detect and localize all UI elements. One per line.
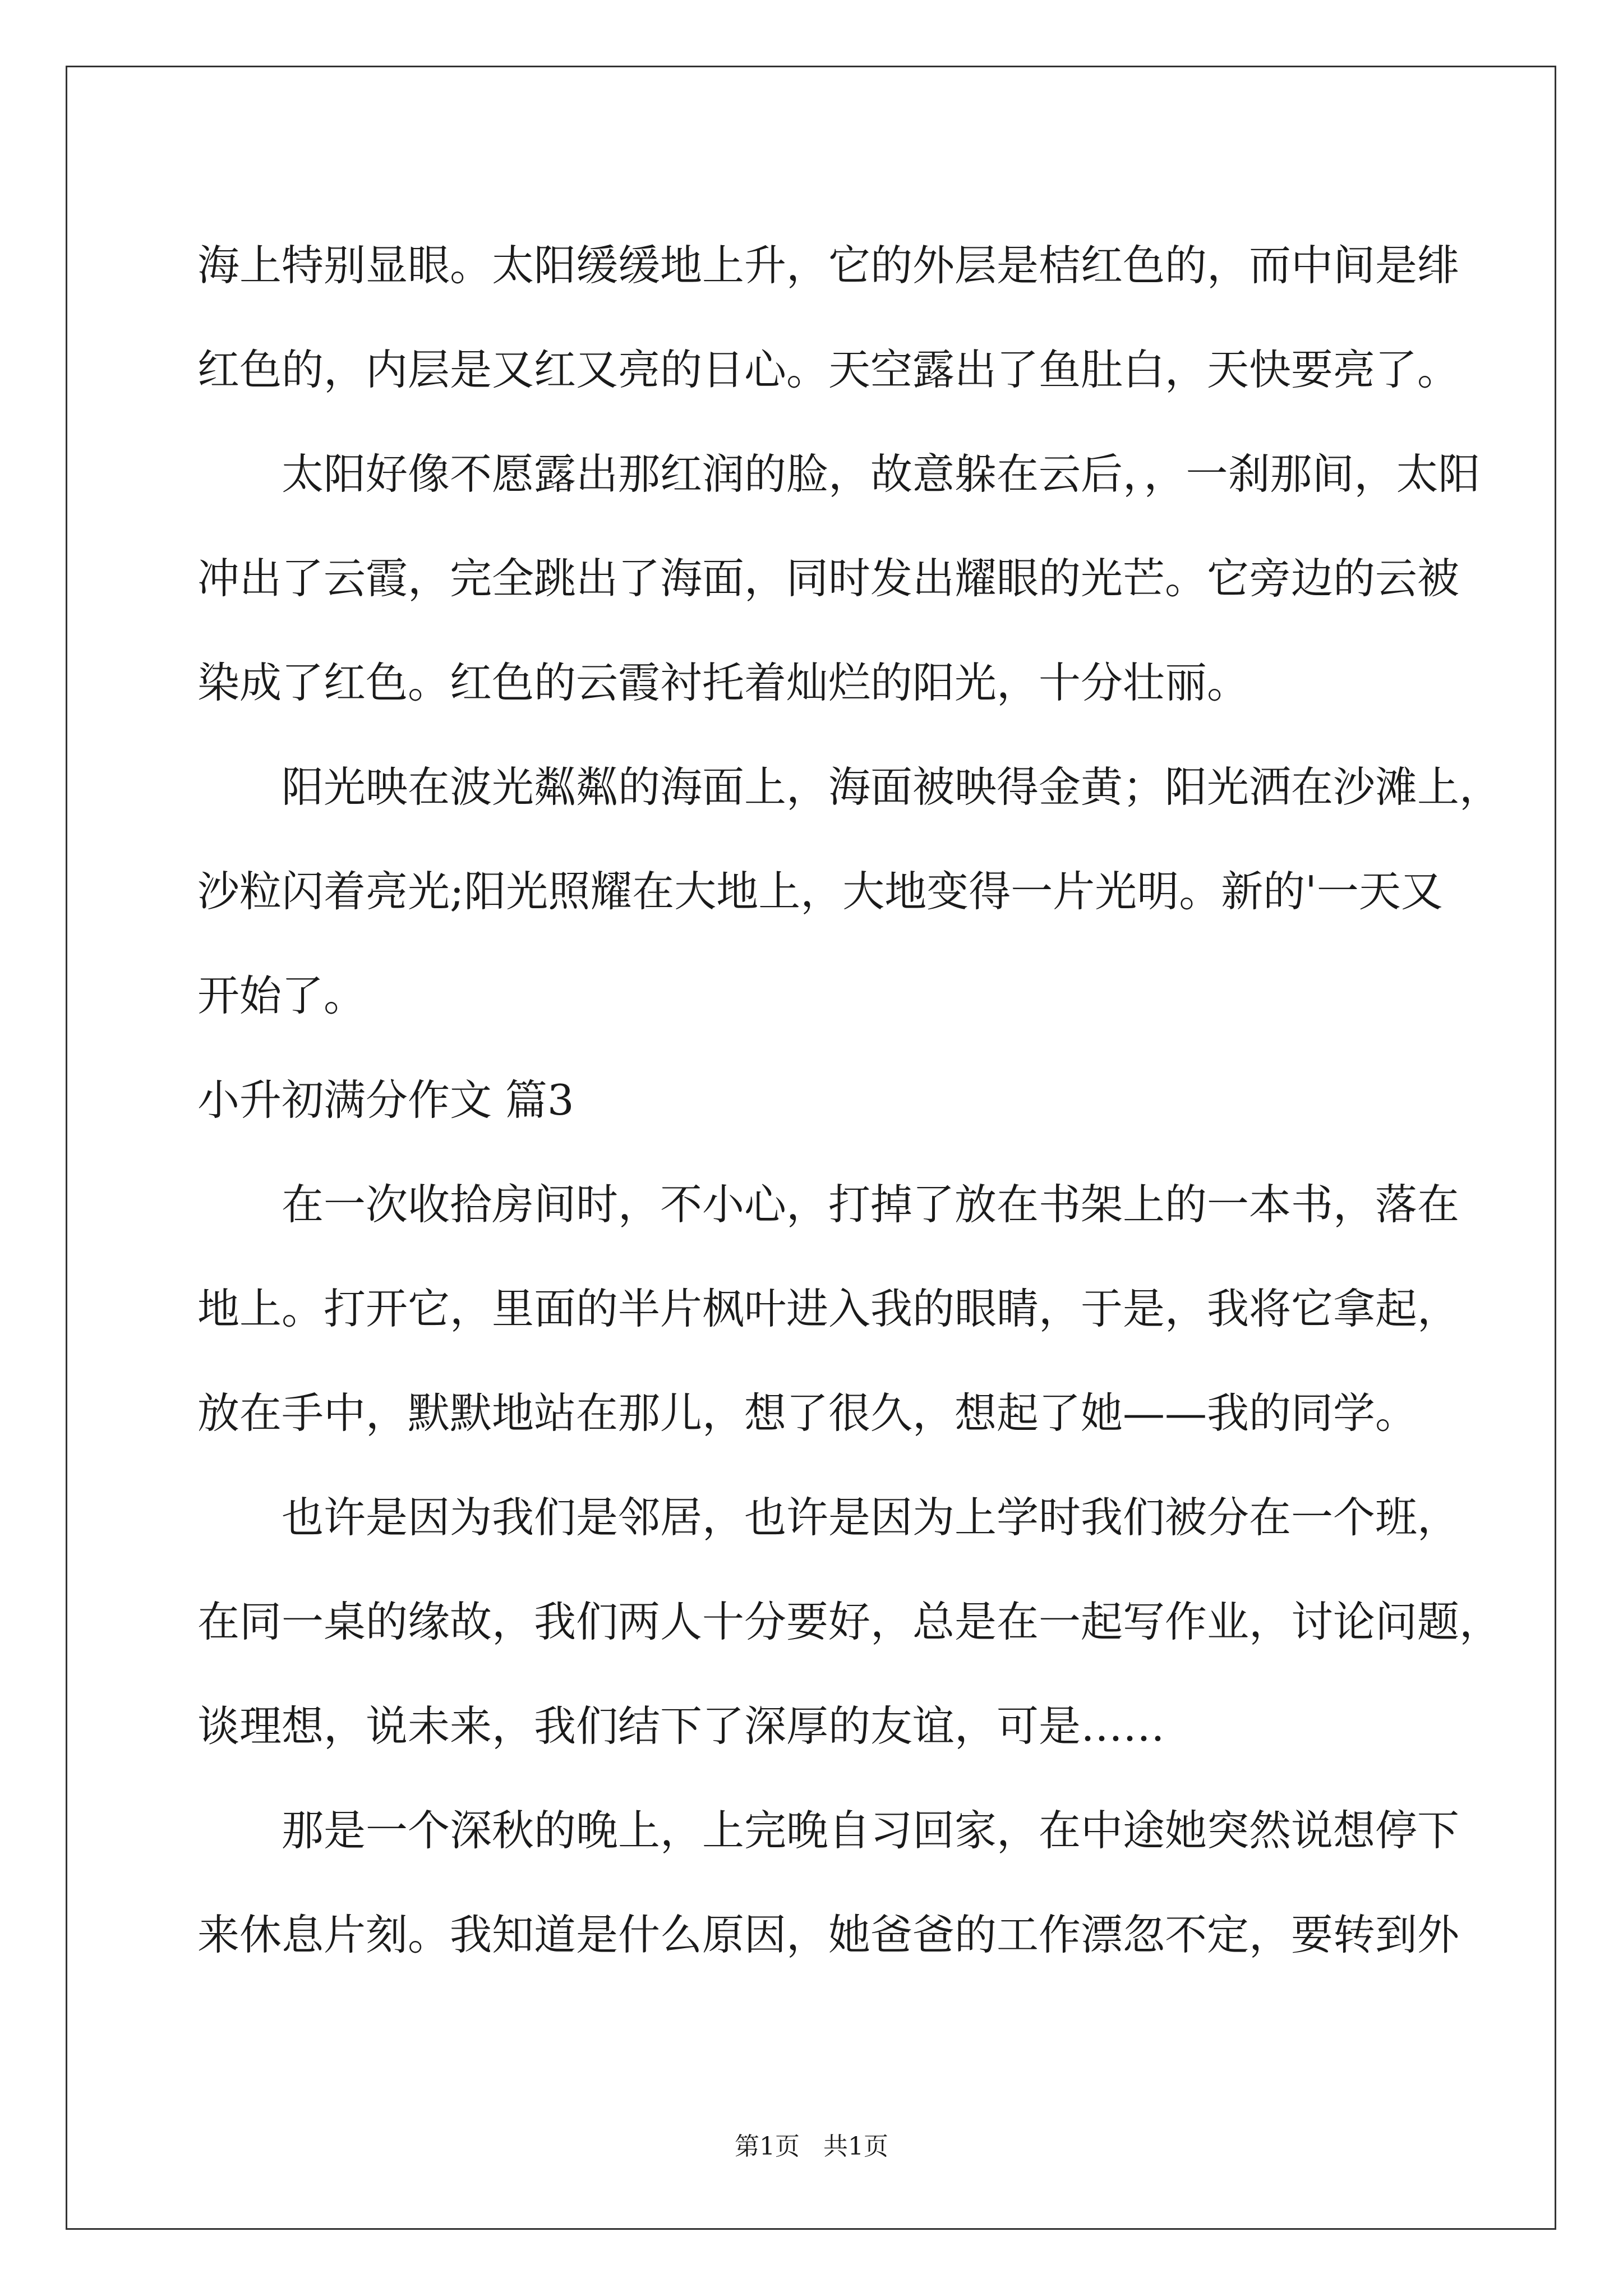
text-line: 放在手中，默默地站在那儿，想了很久，想起了她——我的同学。 <box>197 1388 1418 1438</box>
text-line: 开始了。 <box>197 971 366 1020</box>
document-body <box>197 213 1502 1987</box>
text-line: 在同一桌的缘故，我们两人十分要好，总是在一起写作业，讨论问题， <box>197 1597 1502 1646</box>
section-heading: 小升初满分作文 篇3 <box>197 1075 574 1125</box>
text-line: 来休息片刻。我知道是什么原因，她爸爸的工作漂忽不定，要转到外 <box>197 1910 1460 1959</box>
text-line: 沙粒闪着亮光;阳光照耀在大地上，大地变得一片光明。新的'一天又 <box>197 867 1443 916</box>
text-line: 太阳好像不愿露出那红润的脸，故意躲在云后，，一刹那间，太阳 <box>282 449 1481 499</box>
text-line: 阳光映在波光粼粼的海面上，海面被映得金黄；阳光洒在沙滩上， <box>282 762 1502 812</box>
page-footer: 第1页 共1页 <box>735 2132 888 2161</box>
text-line: 也许是因为我们是邻居，也许是因为上学时我们被分在一个班， <box>282 1493 1460 1542</box>
text-line: 那是一个深秋的晚上，上完晚自习回家，在中途她突然说想停下 <box>282 1806 1460 1855</box>
text-line: 红色的，内层是又红又亮的日心。天空露出了鱼肚白，天快要亮了。 <box>197 345 1460 394</box>
text-line: 谈理想，说未来，我们结下了深厚的友谊，可是…… <box>197 1701 1165 1751</box>
text-line: 在一次收拾房间时，不小心，打掉了放在书架上的一本书，落在 <box>282 1180 1460 1229</box>
text-line: 海上特别显眼。太阳缓缓地上升，它的外层是桔红色的，而中间是绯 <box>197 241 1460 290</box>
text-line: 地上。打开它，里面的半片枫叶进入我的眼睛，于是，我将它拿起， <box>197 1284 1460 1333</box>
text-line: 染成了红色。红色的云霞衬托着灿烂的阳光，十分壮丽。 <box>197 658 1249 707</box>
text-line: 冲出了云霞，完全跳出了海面，同时发出耀眼的光芒。它旁边的云被 <box>197 554 1460 603</box>
